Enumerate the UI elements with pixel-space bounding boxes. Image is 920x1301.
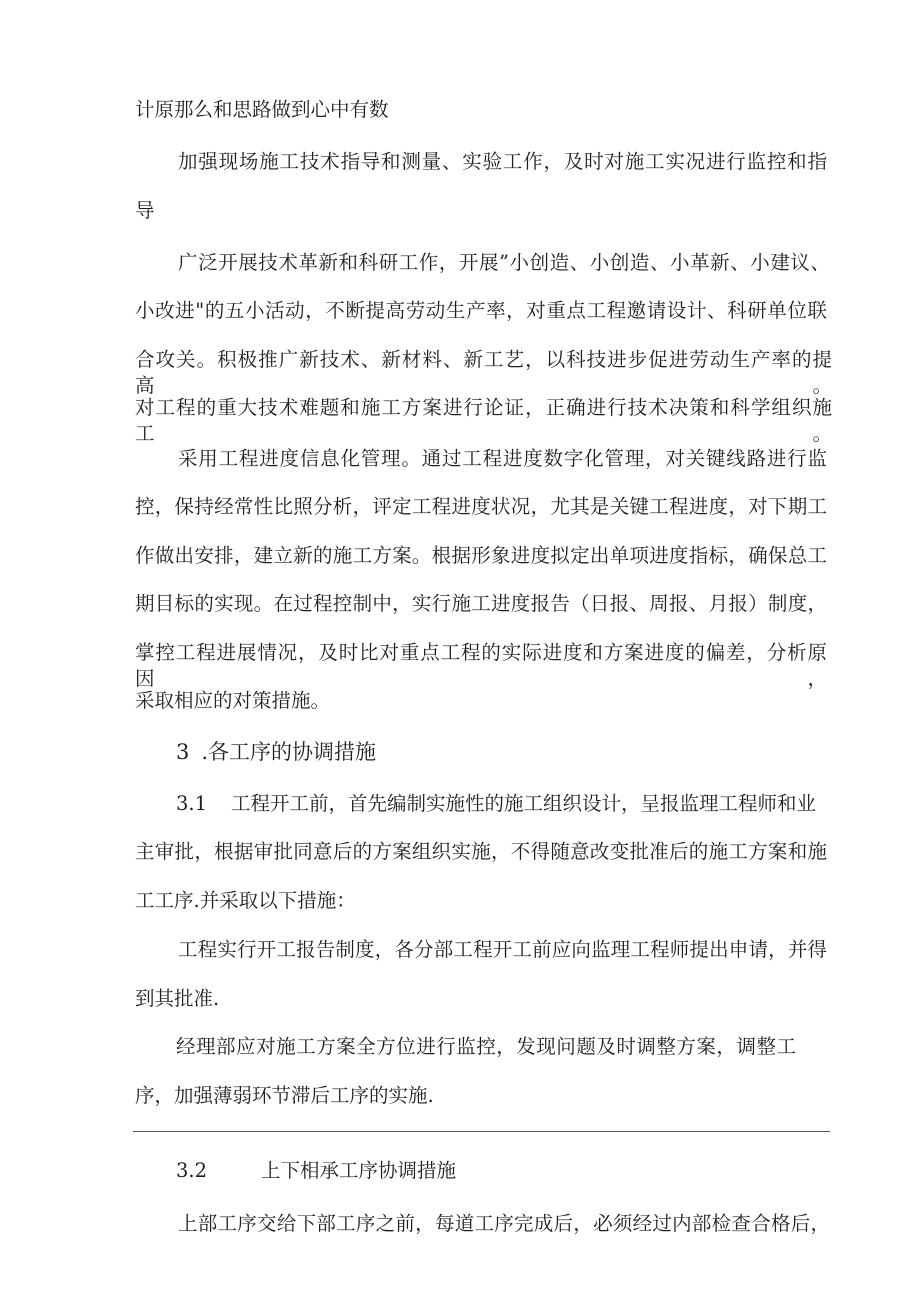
subsection-line <box>176 791 827 817</box>
subsection-heading <box>176 1158 456 1184</box>
text-line: 期目标的实现。在过程控制中，实行施工进度报告（日报、周报、月报）制度， <box>135 592 827 615</box>
subsection-number: 3.1 <box>176 792 208 815</box>
text-line: 采取相应的对策措施。 <box>135 689 331 712</box>
text-span: 工程开工前，首先编制实施性的施工组织设计，呈报监理工程师和业 <box>231 792 817 815</box>
text-line: 对工程的重大技术难题和施工方案进行论证，正确进行技术决策和科学组织施工。 <box>135 396 832 445</box>
subsection-title: 上下相承工序协调措施 <box>261 1159 457 1182</box>
horizontal-divider <box>133 1131 830 1132</box>
text-line: 主审批，根据审批同意后的方案组织实施，不得随意改变批准后的施工方案和施 <box>135 840 827 863</box>
text-line: 上部工序交给下部工序之前，每道工序完成后，必须经过内部检查合格后， <box>178 1212 830 1235</box>
text-line: 计原那么和思路做到心中有数 <box>135 98 389 121</box>
text-line: 采用工程进度信息化管理。通过工程进度数字化管理，对关键线路进行监 <box>178 447 827 470</box>
text-line: 小改进"的五小活动，不断提高劳动生产率，对重点工程邀请设计、科研单位联 <box>135 299 827 322</box>
text-line: 工工序.并采取以下措施： <box>135 889 356 912</box>
text-line: 掌控工程进展情况，及时比对重点工程的实际进度和方案进度的偏差，分析原因， <box>135 641 827 690</box>
text-line: 工程实行开工报告制度，各分部工程开工前应向监理工程师提出申请，并得 <box>178 938 827 961</box>
section-title: .各工序的协调措施 <box>201 740 377 764</box>
text-line: 序，加强薄弱环节滞后工序的实施. <box>135 1084 434 1107</box>
text-line: 到其批准. <box>135 987 220 1010</box>
section-number: 3 <box>176 740 190 764</box>
text-line: 加强现场施工技术指导和测量、实验工作，及时对施工实况进行监控和指 <box>178 150 827 173</box>
text-line: 广泛开展技术革新和科研工作，开展”小创造、小创造、小革新、小建议、 <box>178 251 830 274</box>
text-line: 经理部应对施工方案全方位进行监控，发现问题及时调整方案，调整工 <box>176 1035 796 1058</box>
section-heading <box>176 739 376 765</box>
text-line: 合攻关。积极推广新技术、新材料、新工艺，以科技进步促进劳动生产率的提高。 <box>135 348 832 397</box>
text-line: 控，保持经常性比照分析，评定工程进度状况，尤其是关键工程进度，对下期工 <box>135 495 827 518</box>
subsection-number: 3.2 <box>176 1159 208 1182</box>
text-line: 作做出安排，建立新的施工方案。根据形象进度拟定出单项进度指标，确保总工 <box>135 544 827 567</box>
text-line: 导 <box>135 199 155 222</box>
